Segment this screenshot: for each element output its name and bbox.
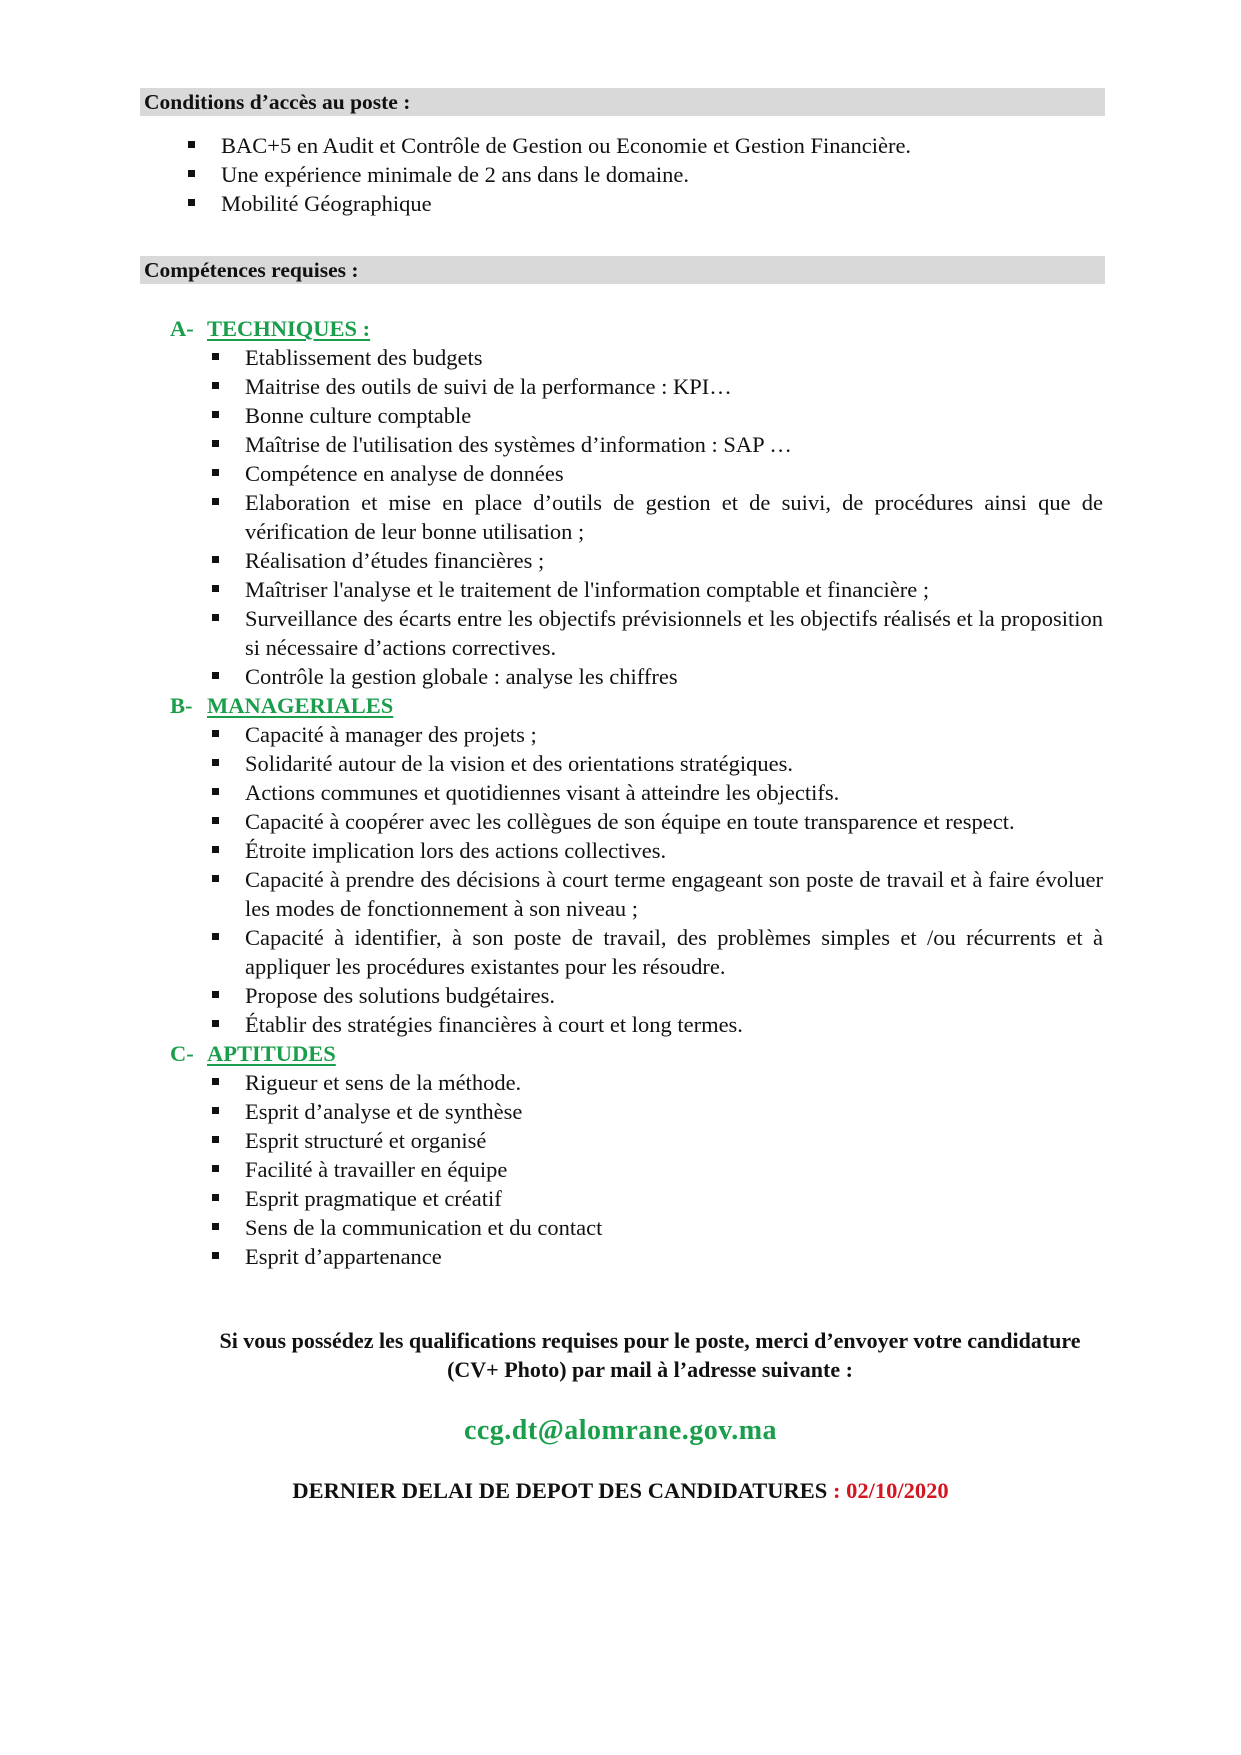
- deadline-date: 02/10/2020: [846, 1478, 949, 1503]
- section-letter: C-: [170, 1041, 194, 1066]
- conditions-list: [221, 131, 911, 218]
- square-bullet-icon: [212, 788, 219, 795]
- contact-email-link[interactable]: ccg.dt@alomrane.gov.ma: [463, 1415, 778, 1446]
- list-item: Capacité à identifier, à son poste de travail, des problèmes simples et /ou récurrents et à appliquer les procédures existantes pour les résoudre.: [245, 923, 1103, 981]
- list-item: Contrôle la gestion globale : analyse les chiffres: [245, 662, 1103, 691]
- deadline-label: DERNIER DELAI DE DEPOT DES CANDIDATURES: [292, 1478, 828, 1503]
- square-bullet-icon: [212, 875, 219, 882]
- square-bullet-icon: [212, 469, 219, 476]
- aptitudes-list: [245, 1068, 1103, 1271]
- list-item: Réalisation d’études financières ;: [245, 546, 1103, 575]
- square-bullet-icon: [212, 1194, 219, 1201]
- square-bullet-icon: [212, 353, 219, 360]
- list-item: Esprit d’appartenance: [245, 1242, 1103, 1271]
- square-bullet-icon: [212, 614, 219, 621]
- list-item: Actions communes et quotidiennes visant à atteindre les objectifs.: [245, 778, 1103, 807]
- list-item: Bonne culture comptable: [245, 401, 1103, 430]
- square-bullet-icon: [188, 199, 195, 206]
- techniques-list: [245, 343, 1103, 691]
- square-bullet-icon: [212, 817, 219, 824]
- section-letter: B-: [170, 693, 193, 718]
- list-item: BAC+5 en Audit et Contrôle de Gestion ou Economie et Gestion Financière.: [221, 131, 911, 160]
- list-item: Mobilité Géographique: [221, 189, 911, 218]
- list-item: Esprit structuré et organisé: [245, 1126, 1103, 1155]
- square-bullet-icon: [212, 672, 219, 679]
- deadline-separator: :: [832, 1478, 841, 1503]
- square-bullet-icon: [212, 556, 219, 563]
- list-item: Esprit pragmatique et créatif: [245, 1184, 1103, 1213]
- square-bullet-icon: [212, 933, 219, 940]
- square-bullet-icon: [212, 991, 219, 998]
- list-item: Etablissement des budgets: [245, 343, 1103, 372]
- list-item: Maîtrise de l'utilisation des systèmes d’information : SAP …: [245, 430, 1103, 459]
- aptitudes-heading: [170, 1039, 336, 1068]
- list-item: Facilité à travailler en équipe: [245, 1155, 1103, 1184]
- list-item: Solidarité autour de la vision et des orientations stratégiques.: [245, 749, 1103, 778]
- list-item: Sens de la communication et du contact: [245, 1213, 1103, 1242]
- square-bullet-icon: [212, 730, 219, 737]
- square-bullet-icon: [212, 411, 219, 418]
- square-bullet-icon: [212, 1252, 219, 1259]
- list-item: Elaboration et mise en place d’outils de gestion et de suivi, de procédures ainsi que de vérification de leur bonne utilisation ;: [245, 488, 1103, 546]
- square-bullet-icon: [212, 585, 219, 592]
- list-item: Étroite implication lors des actions collectives.: [245, 836, 1103, 865]
- list-item: Esprit d’analyse et de synthèse: [245, 1097, 1103, 1126]
- list-item: Maitrise des outils de suivi de la performance : KPI…: [245, 372, 1103, 401]
- square-bullet-icon: [212, 1078, 219, 1085]
- square-bullet-icon: [212, 846, 219, 853]
- square-bullet-icon: [212, 1020, 219, 1027]
- square-bullet-icon: [188, 170, 195, 177]
- list-item: Compétence en analyse de données: [245, 459, 1103, 488]
- list-item: Une expérience minimale de 2 ans dans le domaine.: [221, 160, 911, 189]
- section-title: MANAGERIALES: [207, 693, 394, 718]
- list-item: Capacité à prendre des décisions à court terme engageant son poste de travail et à faire évoluer les modes de fonctionnement à son niveau ;: [245, 865, 1103, 923]
- square-bullet-icon: [212, 1223, 219, 1230]
- deadline-line: [0, 1478, 1241, 1504]
- list-item: Établir des stratégies financières à court et long termes.: [245, 1010, 1103, 1039]
- list-item: Capacité à manager des projets ;: [245, 720, 1103, 749]
- manageriales-heading: [170, 691, 393, 720]
- square-bullet-icon: [188, 141, 195, 148]
- manageriales-list: [245, 720, 1103, 1039]
- competences-heading: Compétences requises :: [140, 256, 1105, 284]
- section-title: APTITUDES: [207, 1041, 336, 1066]
- list-item: Capacité à coopérer avec les collègues de son équipe en toute transparence et respect.: [245, 807, 1103, 836]
- square-bullet-icon: [212, 498, 219, 505]
- square-bullet-icon: [212, 440, 219, 447]
- list-item: Maîtriser l'analyse et le traitement de l'information comptable et financière ;: [245, 575, 1103, 604]
- square-bullet-icon: [212, 382, 219, 389]
- section-letter: A-: [170, 316, 194, 341]
- list-item: Surveillance des écarts entre les objectifs prévisionnels et les objectifs réalisés et la proposition si nécessaire d’actions correctives.: [245, 604, 1103, 662]
- square-bullet-icon: [212, 1136, 219, 1143]
- list-item: Propose des solutions budgétaires.: [245, 981, 1103, 1010]
- square-bullet-icon: [212, 1107, 219, 1114]
- square-bullet-icon: [212, 1165, 219, 1172]
- application-instructions: Si vous possédez les qualifications requises pour le poste, merci d’envoyer votre candidature (CV+ Photo) par mail à l’adresse suivante :: [219, 1328, 1081, 1382]
- techniques-heading: [170, 314, 370, 343]
- list-item: Rigueur et sens de la méthode.: [245, 1068, 1103, 1097]
- square-bullet-icon: [212, 759, 219, 766]
- section-title: TECHNIQUES :: [207, 316, 371, 341]
- conditions-heading: Conditions d’accès au poste :: [140, 88, 1105, 116]
